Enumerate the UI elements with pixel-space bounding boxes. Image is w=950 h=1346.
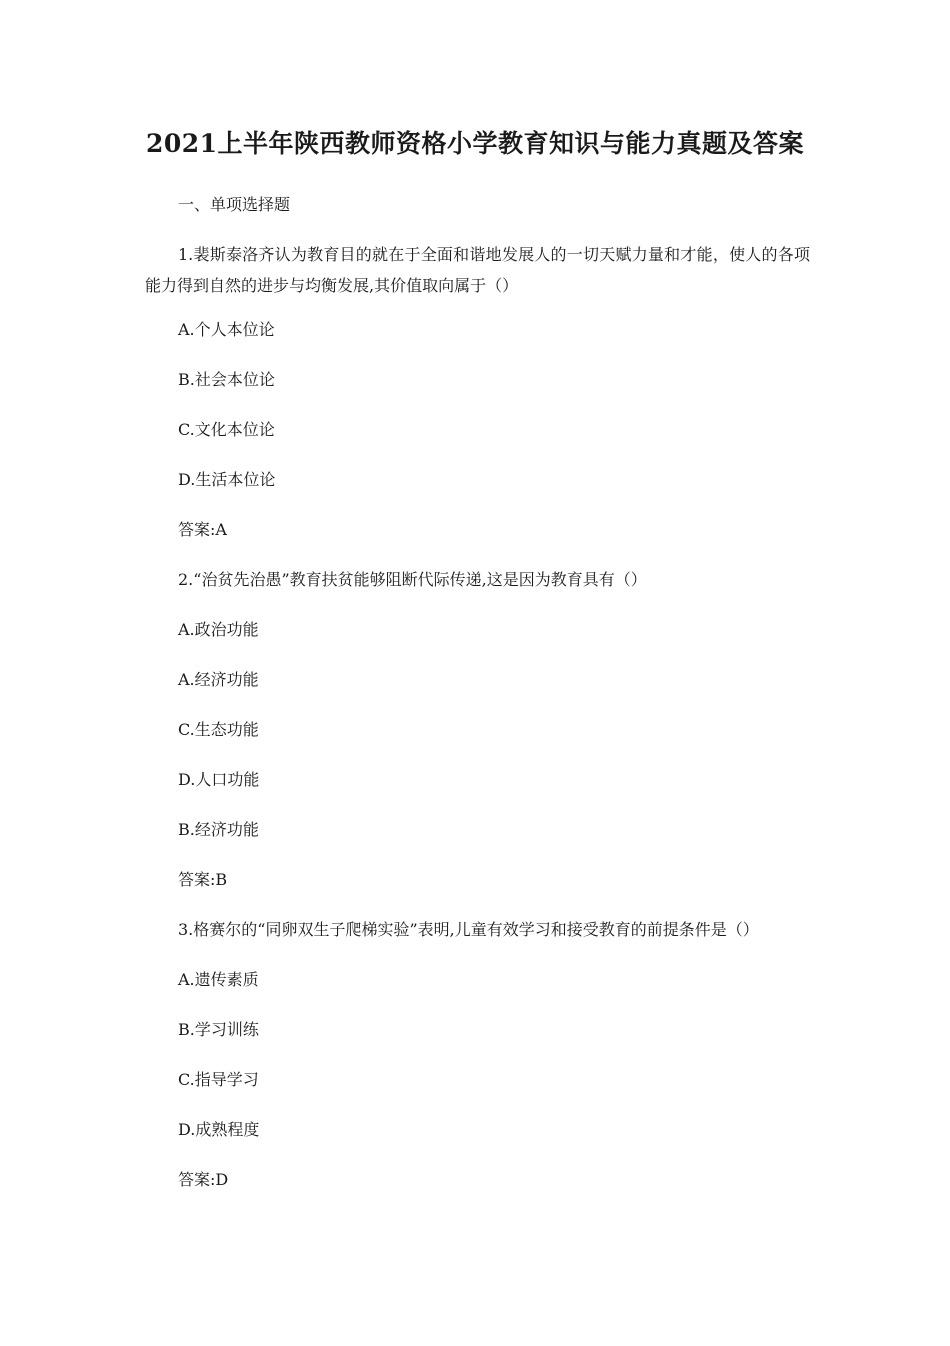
question-2-stem: 2.“治贫先治愚”教育扶贫能够阻断代际传递,这是因为教育具有（）	[178, 570, 647, 589]
question-1-option-d: D.生活本位论	[178, 470, 276, 489]
question-3-answer: 答案:D	[178, 1170, 229, 1189]
question-1-option-b: B.社会本位论	[178, 370, 275, 389]
question-1-option-c: C.文化本位论	[178, 420, 275, 439]
question-3-option-a: A.遗传素质	[178, 970, 259, 989]
question-2-option-1: A.政治功能	[178, 620, 259, 639]
question-2-option-3: C.生态功能	[178, 720, 259, 739]
question-3-option-b: B.学习训练	[178, 1020, 259, 1039]
question-3-stem: 3.格赛尔的“同卵双生子爬梯实验”表明,儿童有效学习和接受教育的前提条件是（）	[178, 920, 759, 939]
question-1-answer: 答案:A	[178, 520, 227, 539]
question-2-option-2: A.经济功能	[178, 670, 259, 689]
document-title: 2021上半年陕西教师资格小学教育知识与能力真题及答案	[145, 129, 805, 158]
question-2-option-4: D.人口功能	[178, 770, 260, 789]
question-2-answer: 答案:B	[178, 870, 228, 889]
section-heading: 一、单项选择题	[178, 195, 291, 214]
question-2-option-5: B.经济功能	[178, 820, 259, 839]
question-3-option-d: D.成熟程度	[178, 1120, 260, 1139]
question-1-stem: 1.裴斯泰洛齐认为教育目的就在于全面和谐地发展人的一切天赋力量和才能，使人的各项能力得到自然的进步与均衡发展,其价值取向属于（）	[145, 245, 810, 295]
question-1-option-a: A.个人本位论	[178, 320, 275, 339]
question-3-option-c: C.指导学习	[178, 1070, 259, 1089]
